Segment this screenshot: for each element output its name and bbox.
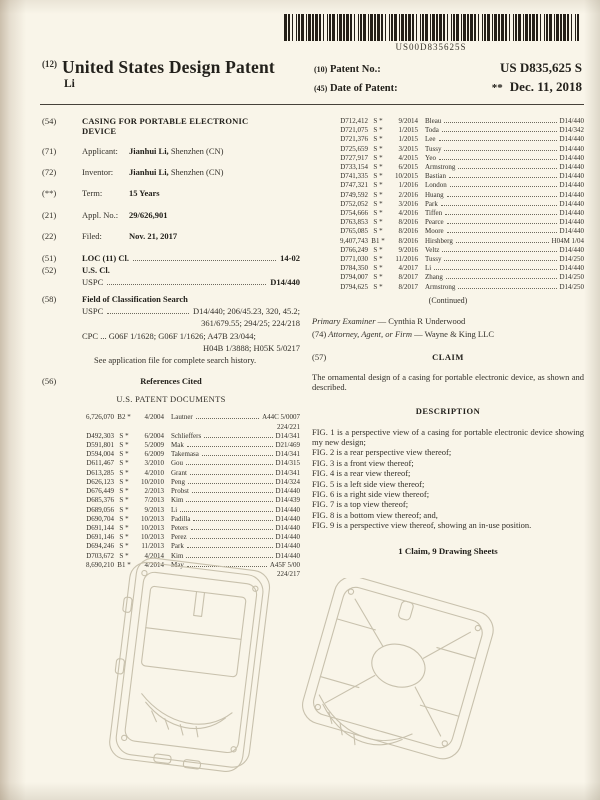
reference-row: D721,075 S * 1/2015 Toda D14/342 [340,126,584,135]
biblio-field-row: (**) Term: 15 Years [42,188,160,199]
reference-entry [74,487,300,496]
reference-row: D626,123 S * 10/2010 Peng D14/324 [86,477,300,486]
dot-leader [446,278,557,279]
reference-entry [328,145,584,154]
reference-row: D766,249 S * 9/2016 Veltz D14/440 [340,245,584,254]
figure-description-line: FIG. 2 is a rear perspective view thereof; [312,447,452,458]
reference-row: D784,350 S * 4/2017 Li D14/440 [340,264,584,273]
kind-code: (12) [42,59,57,69]
reference-row: D685,376 S * 7/2013 Kim D14/439 [86,496,300,505]
right-column [312,112,584,556]
dot-leader [449,177,557,178]
figure-description-line: FIG. 1 is a perspective view of a casing for portable electronic device showing my new design; [312,426,584,448]
references-continued-note: (Continued) [428,295,468,305]
reference-entry [328,200,584,209]
reference-row: D712,412 S * 9/2014 Bleau D14/440 [340,117,584,125]
biblio-fields [42,146,300,242]
reference-row: D741,335 S * 10/2015 Bastian D14/440 [340,172,584,181]
reference-row: D613,285 S * 4/2010 Grant D14/341 [86,468,300,477]
reference-row: D694,246 S * 11/2013 Park D14/440 [86,542,300,551]
person-row: Primary Examiner — Cynthia R Underwood [312,315,466,326]
reference-row: D591,801 S * 5/2009 Mak D21/469 [86,441,300,450]
reference-row: D689,056 S * 9/2013 Li D14/440 [86,505,300,514]
barcode-label: US00D835625S [395,42,467,52]
reference-entry [328,163,584,172]
invention-title: (54) CASING FOR PORTABLE ELECTRONIC DEVICE [42,116,249,137]
reference-entry [74,413,300,431]
reference-row: D794,625 S * 8/2017 Armstrong D14/250 [340,282,584,291]
figure-description-line: FIG. 4 is a rear view thereof; [312,468,411,479]
dot-leader [444,122,556,123]
reference-row: D721,376 S * 1/2015 Lee D14/440 [340,135,584,144]
reference-row: D725,659 S * 3/2015 Tussy D14/440 [340,144,584,153]
reference-row: D763,853 S * 8/2016 Pearce D14/440 [340,218,584,227]
reference-entry [74,478,300,487]
search-cpc-row: CPC ... G06F 1/1628; G06F 1/1626; A47B 23/044; [82,330,256,341]
dot-leader [456,242,549,243]
dot-leader [458,288,556,289]
biblio-field-row: (21) Appl. No.: 29/626,901 [42,209,168,220]
person-row: (74) Attorney, Agent, or Firm — Wayne & King LLC [312,328,494,339]
patent-date-value: ** Dec. 11, 2018 [491,79,582,94]
dot-leader [190,474,273,475]
description-heading: DESCRIPTION [415,406,481,417]
dot-leader [107,313,189,314]
reference-row: D733,154 S * 6/2015 Armstrong D14/440 [340,163,584,172]
reference-class-continuation: 224/217 [277,569,300,578]
figure-descriptions [312,427,584,531]
reference-entry [74,441,300,450]
reference-row: D676,449 S * 2/2013 Probst D14/440 [86,487,300,496]
reference-entry [328,135,584,144]
figure-drawing-perspective-rear [293,578,513,798]
reference-entry [328,172,584,181]
dot-leader [202,455,273,456]
figure-description-line: FIG. 3 is a front view thereof; [312,457,414,468]
dot-leader [196,418,259,419]
us-class-heading: (52) U.S. Cl. [42,264,110,275]
dot-leader [444,260,556,261]
reference-entry [328,273,584,282]
dot-leader [450,186,557,187]
patent-date-row [314,79,582,95]
figure-description-line: FIG. 7 is a top view thereof; [312,499,409,510]
dot-leader [447,232,557,233]
dot-leader [190,538,273,539]
reference-entry [328,126,584,135]
inventor-short-name: Li [64,78,75,90]
reference-entry [328,283,584,292]
dot-leader [441,205,557,206]
reference-row: D703,672 S * 4/2014 Kim D14/440 [86,551,300,560]
biblio-field-row: (71) Applicant: Jianhui Li, Shenzhen (CN) [42,145,224,156]
dot-leader [447,223,557,224]
figure-description-line: FIG. 6 is a right side view thereof; [312,488,430,499]
reference-row: D749,592 S * 2/2016 Huang D14/440 [340,190,584,199]
references-table-right [312,117,584,292]
reference-entry [74,432,300,441]
dot-leader [445,214,556,215]
reference-entry [328,246,584,255]
patent-number-value: US D835,625 S [500,60,582,75]
dot-leader [442,131,557,132]
dot-leader [458,168,556,169]
patent-date-label: (45) Date of Patent: [314,83,398,94]
reference-row: D752,052 S * 3/2016 Park D14/440 [340,199,584,208]
dot-leader [187,446,273,447]
dot-leader [180,511,272,512]
reference-row: D794,007 S * 8/2017 Zhang D14/250 [340,273,584,282]
search-uspc-row: USPC D14/440; 206/45.23, 320, 45.2; [82,305,300,316]
reference-entry [328,191,584,200]
references-heading: (56) References Cited [42,375,202,386]
biblio-field-row: (72) Inventor: Jianhui Li, Shenzhen (CN) [42,167,224,178]
us-class-uspc-row: USPC D14/440 [82,277,300,288]
dot-leader [434,269,556,270]
reference-row: D492,303 S * 6/2004 Schlieffers D14/341 [86,431,300,440]
reference-row: D691,144 S * 10/2013 Peters D14/440 [86,523,300,532]
barcode-bars [280,14,582,41]
reference-entry [74,459,300,468]
reference-class-continuation: 224/221 [277,422,300,431]
biblio-field-row: (22) Filed: Nov. 21, 2017 [42,231,178,242]
reference-entry [74,515,300,524]
references-subheading: U.S. PATENT DOCUMENTS [116,394,226,405]
page-title: United States Design Patent [62,57,275,77]
patent-number-row [314,60,582,76]
search-uspc-continuation: 361/679.55; 294/25; 224/218 [201,318,300,329]
dot-leader [204,437,272,438]
search-cpc-continuation: H04B 1/3888; H05K 5/0217 [202,343,300,354]
figure-description-line: FIG. 8 is a bottom view thereof; and, [312,509,438,520]
dot-leader [186,501,272,502]
reference-entry [328,218,584,227]
dot-leader [107,284,266,285]
patent-header [42,57,582,98]
dot-leader [439,159,557,160]
reference-row: D727,917 S * 4/2015 Yeo D14/440 [340,153,584,162]
dot-leader [193,520,272,521]
figure-drawing-perspective-front [95,550,295,798]
reference-row: 8,690,210 B1 * 4/2014 May A45F 5/00 [86,560,300,569]
dot-leader [187,547,273,548]
dot-leader [133,260,276,261]
reference-row: 9,407,743 B1 * 8/2016 Hirshberg H04M 1/04 [340,236,584,245]
reference-entry [74,506,300,515]
dot-leader [439,140,557,141]
dot-leader [192,492,273,493]
reference-entry [74,450,300,459]
dot-leader [444,150,556,151]
reference-entry [74,469,300,478]
reference-entry [74,533,300,542]
reference-entry [328,117,584,126]
dot-leader [191,529,272,530]
reference-entry [328,209,584,218]
reference-row: D691,146 S * 10/2013 Perez D14/440 [86,533,300,542]
reference-row: D747,321 S * 1/2016 London D14/440 [340,181,584,190]
reference-entry [328,181,584,190]
reference-row: D754,666 S * 4/2016 Tiffen D14/440 [340,209,584,218]
reference-row: 6,726,070 B2 * 4/2004 Lautner A44C 5/0007 [86,413,300,422]
figure-description-line: FIG. 9 is a perspective view thereof, showing an in-use position. [312,520,532,530]
reference-row: D594,004 S * 6/2009 Takemasa D14/341 [86,450,300,459]
examiner-attorney-block [312,316,584,340]
field-of-search-heading: (58) Field of Classification Search [42,293,188,304]
reference-row: D690,704 S * 10/2013 Padilla D14/440 [86,514,300,523]
reference-entry [328,154,584,163]
header-divider [40,104,584,105]
loc-class-row: (51) LOC (11) Cl. 14-02 [42,252,300,263]
claims-sheets-footer: 1 Claim, 9 Drawing Sheets [398,546,498,557]
patent-number-label: (10) Patent No.: [314,64,381,75]
left-column [42,112,300,578]
reference-row: D765,085 S * 8/2016 Moore D14/440 [340,227,584,236]
dot-leader [447,196,557,197]
header-right [314,57,582,98]
claim-text: The ornamental design of a casing for portable electronic device, as shown and described. [312,371,584,393]
figure-description-line: FIG. 5 is a left side view thereof; [312,478,425,489]
barcode [280,14,582,52]
header-left [42,57,275,98]
dot-leader [442,251,556,252]
claim-heading: (57) CLAIM [312,352,464,363]
dot-leader [188,483,273,484]
reference-row: D771,030 S * 11/2016 Tussy D14/250 [340,255,584,264]
reference-entry [328,255,584,264]
dot-leader [186,464,272,465]
search-note: See application file for complete search history. [94,355,257,366]
reference-row: D611,467 S * 3/2010 Gou D14/315 [86,459,300,468]
reference-entry [74,496,300,505]
reference-entry [328,237,584,246]
reference-entry [328,227,584,236]
reference-entry [74,524,300,533]
reference-entry [328,264,584,273]
